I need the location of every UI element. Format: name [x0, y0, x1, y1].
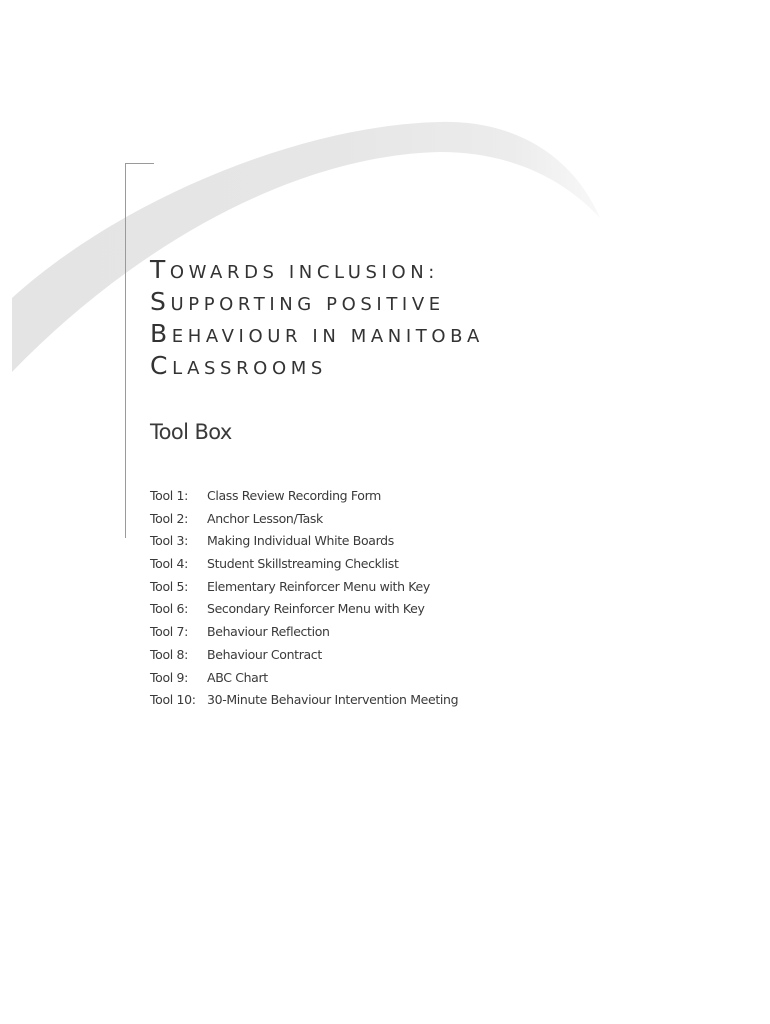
bracket-vertical-rule [125, 163, 126, 538]
tool-name: Class Review Recording Form [207, 488, 381, 503]
tool-number: Tool 9: [150, 669, 188, 685]
tool-name: Elementary Reinforcer Menu with Key [207, 578, 430, 594]
tool-name: Secondary Reinforcer Menu with Key [207, 601, 425, 617]
title-line: TOWARDS INCLUSION: [150, 255, 439, 284]
tool-list-item [150, 485, 458, 508]
tool-name: Behaviour Contract [207, 646, 322, 662]
tool-number: Tool 1: [150, 488, 188, 503]
tool-number: Tool 7: [150, 624, 188, 640]
tool-name: Student Skillstreaming Checklist [207, 556, 399, 572]
tool-number: Tool 5: [150, 578, 188, 594]
tool-name: 30-Minute Behaviour Intervention Meeting [207, 692, 459, 708]
tool-number: Tool 8: [150, 646, 188, 662]
tool-list-item [150, 667, 458, 690]
title-line: CLASSROOMS [150, 351, 327, 380]
tool-list-item [150, 621, 458, 644]
tool-name: Anchor Lesson/Task [207, 510, 323, 526]
tool-number: Tool 3: [150, 533, 188, 549]
section-subtitle: Tool Box [150, 420, 232, 444]
tool-name: ABC Chart [207, 669, 268, 685]
tool-number: Tool 10: [150, 692, 196, 708]
bracket-horizontal-rule [125, 163, 154, 164]
tool-list-item [150, 576, 458, 599]
tool-list-item [150, 553, 458, 576]
tool-name: Behaviour Reflection [207, 624, 330, 640]
tool-number: Tool 4: [150, 556, 188, 572]
tool-list-item [150, 689, 458, 712]
tool-list-item [150, 644, 458, 667]
tool-list [150, 485, 458, 712]
document-title [150, 254, 484, 382]
tool-list-item [150, 530, 458, 553]
tool-list-item [150, 598, 458, 621]
title-line: SUPPORTING POSITIVE [150, 287, 445, 316]
tool-list-item [150, 508, 458, 531]
tool-name: Making Individual White Boards [207, 533, 394, 549]
tool-number: Tool 6: [150, 601, 188, 617]
tool-number: Tool 2: [150, 510, 188, 526]
title-line: BEHAVIOUR IN MANITOBA [150, 319, 484, 348]
